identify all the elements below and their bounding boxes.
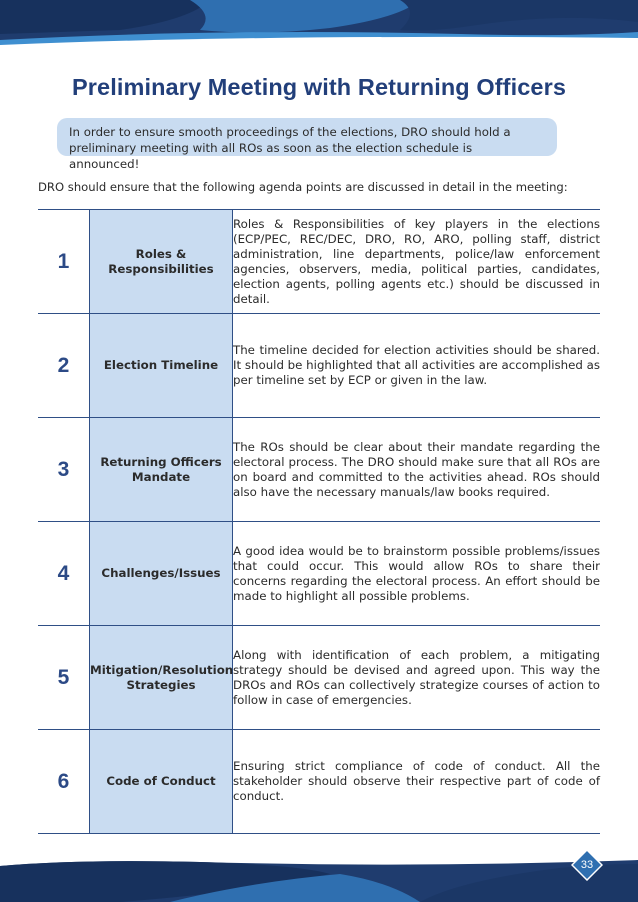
- row-number: 2: [38, 314, 90, 418]
- row-description: The timeline decided for election activities should be shared. It should be highlighted that all activities are accomplished as per timeline set by ECP or given in the law.: [233, 314, 601, 418]
- intro-text: In order to ensure smooth proceedings of the elections, DRO should hold a preliminary meeting with all ROs as soon as the election schedule is announced!: [69, 125, 511, 171]
- header-decoration: [0, 0, 638, 50]
- row-description: Roles & Responsibilities of key players in the elections (ECP/PEC, REC/DEC, DRO, RO, ARO, polling staff, district administration, line departments, police/law enforcement agencies, observers, media, political parties, candidates, election agents, polling agents etc.) should be discussed in detail.: [233, 210, 601, 314]
- table-row: [38, 418, 600, 522]
- row-topic: Challenges/Issues: [90, 522, 233, 626]
- row-description: The ROs should be clear about their mandate regarding the electoral process. The DRO should make sure that all ROs are on board and committed to the activities ahead. ROs should also have the necessary manuals/law books required.: [233, 418, 601, 522]
- row-number: 5: [38, 626, 90, 730]
- row-number: 4: [38, 522, 90, 626]
- row-topic: Code of Conduct: [90, 730, 233, 834]
- page-number: 33: [580, 859, 594, 871]
- row-description: Ensuring strict compliance of code of conduct. All the stakeholder should observe their respective part of code of conduct.: [233, 730, 601, 834]
- table-row: [38, 210, 600, 314]
- intro-callout: [57, 118, 557, 171]
- table-row: [38, 626, 600, 730]
- row-topic: Mitigation/Resolution Strategies: [90, 626, 233, 730]
- lead-paragraph: DRO should ensure that the following agenda points are discussed in detail in the meeting:: [38, 180, 568, 194]
- row-description: Along with identification of each problem, a mitigating strategy should be devised and agreed upon. This way the DROs and ROs can collectively strategize courses of action to follow in case of emergencies.: [233, 626, 601, 730]
- row-topic: Roles & Responsibilities: [90, 210, 233, 314]
- row-number: 6: [38, 730, 90, 834]
- footer-decoration: [0, 852, 638, 902]
- row-description: A good idea would be to brainstorm possible problems/issues that could occur. This would allow ROs to share their concerns regarding the electoral process. An effort should be made to highlight all possible problems.: [233, 522, 601, 626]
- table-row: [38, 522, 600, 626]
- row-number: 3: [38, 418, 90, 522]
- row-topic: Returning Officers Mandate: [90, 418, 233, 522]
- row-number: 1: [38, 210, 90, 314]
- table-row: [38, 314, 600, 418]
- agenda-table: [38, 209, 600, 834]
- page-title: Preliminary Meeting with Returning Officers: [72, 74, 566, 100]
- table-row: [38, 730, 600, 834]
- row-topic: Election Timeline: [90, 314, 233, 418]
